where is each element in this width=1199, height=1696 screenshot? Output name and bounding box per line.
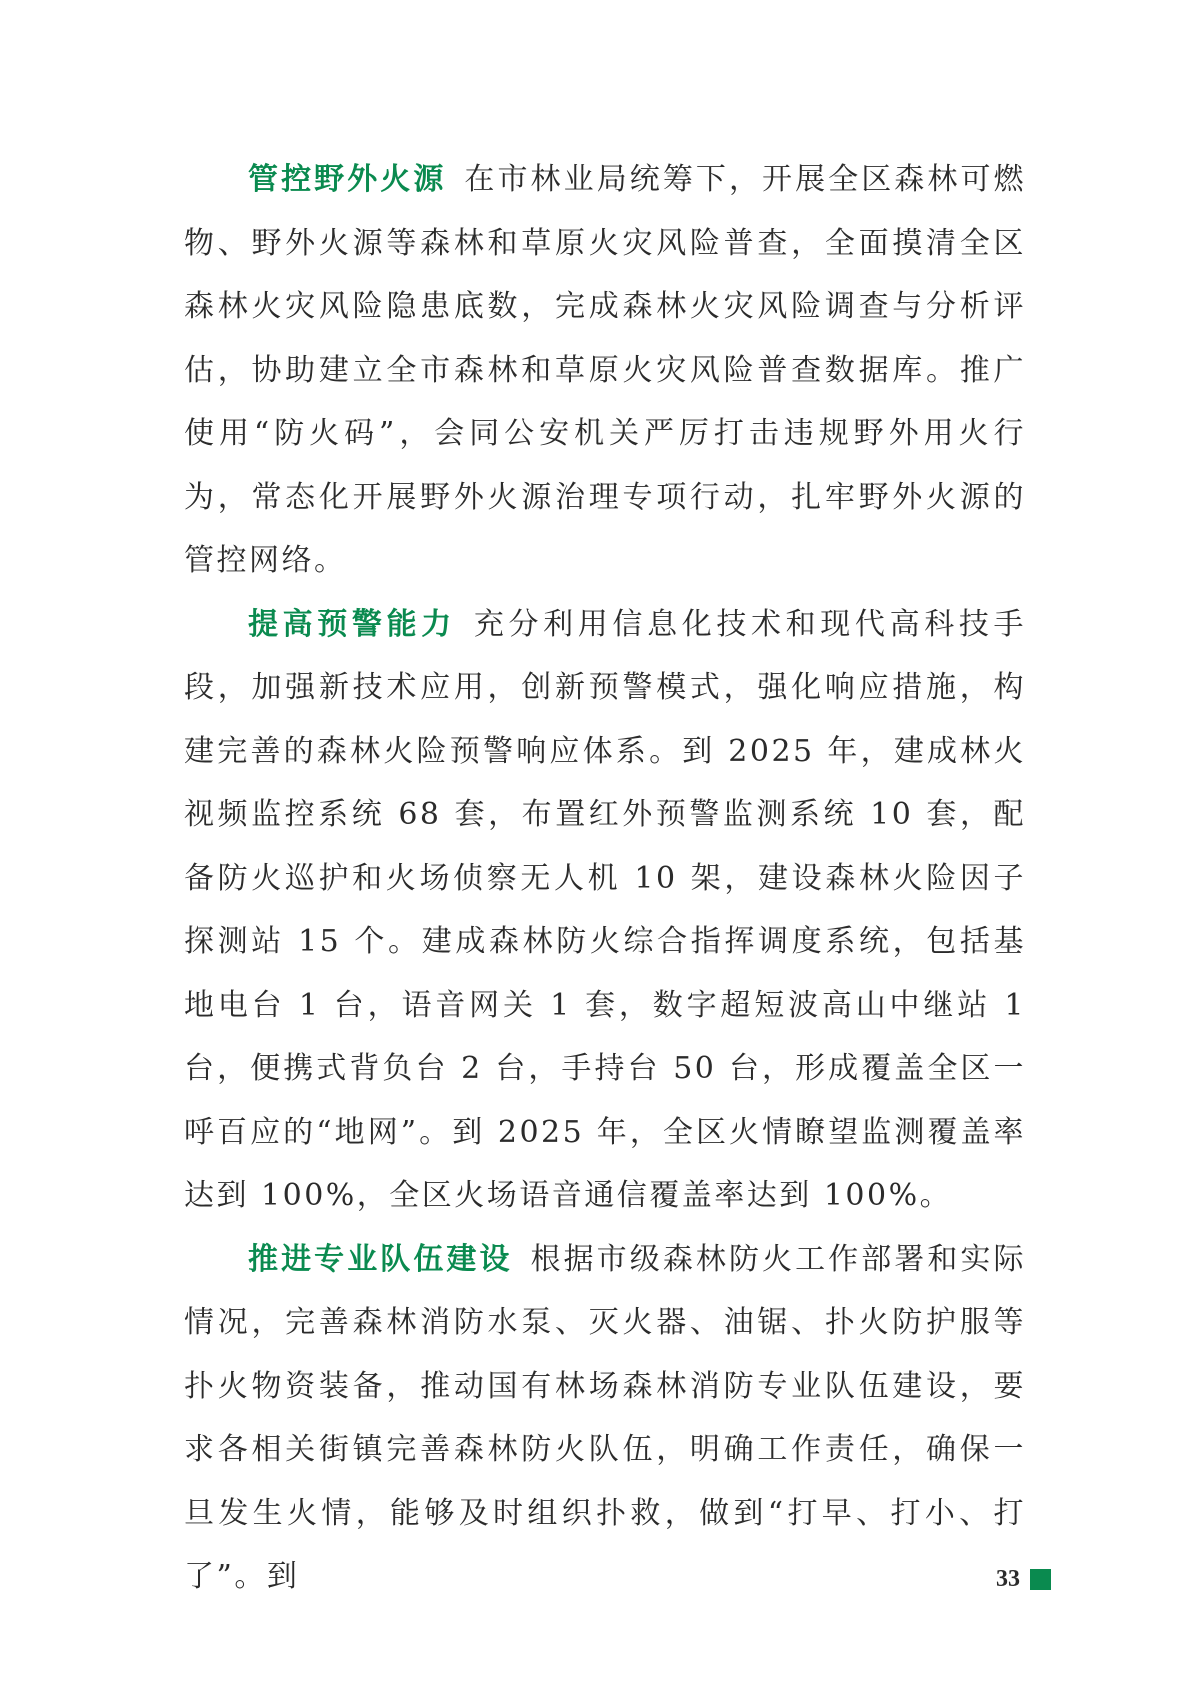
paragraph-heading: 提高预警能力 — [248, 606, 456, 642]
page-marker-square — [1030, 1569, 1051, 1590]
paragraph-early-warning — [184, 593, 1026, 1228]
paragraph-text: 在市林业局统筹下，开展全区森林可燃物、野外火源等森林和草原火灾风险普查，全面摸清全区森林火灾风险隐患底数，完成森林火灾风险调查与分析评估，协助建立全市森林和草原火灾风险普查数据库。推广使用“防火码”，会同公安机关严厉打击违规野外用火行为，常态化开展野外火源治理专项行动，扎牢野外火源的管控网络。 — [184, 162, 1027, 578]
paragraph-professional-teams — [184, 1228, 1026, 1609]
paragraph-text: 根据市级森林防火工作部署和实际情况，完善森林消防水泵、灭火器、油锯、扑火防护服等扑火物资装备，推动国有林场森林消防专业队伍建设，要求各相关街镇完善森林防火队伍，明确工作责任，确保一旦发生火情，能够及时组织扑救，做到“打早、打小、打了”。到 — [184, 1241, 1027, 1594]
document-body — [184, 148, 1026, 1609]
paragraph-heading: 推进专业队伍建设 — [248, 1241, 513, 1277]
paragraph-wildfire-source-control — [184, 148, 1026, 593]
paragraph-text: 充分利用信息化技术和现代高科技手段，加强新技术应用，创新预警模式，强化响应措施，构建完善的森林火险预警响应体系。到 2025 年，建成林火视频监控系统 68 套，布置红外预警监测系统 10 套，配备防火巡护和火场侦察无人机 10 架，建设森林火险因子探测站 15 个。建成森林防火综合指挥调度系统，包括基地电台 1 台，语音网关 1 套，数字超短波高山中继站 1 台，便携式背负台 2 台，手持台 50 台，形成覆盖全区一呼百应的“地网”。到 2025 年，全区火情瞭望监测覆盖率达到 100%，全区火场语音通信覆盖率达到 100%。 — [184, 606, 1027, 1213]
page-footer — [996, 1566, 1051, 1593]
paragraph-heading: 管控野外火源 — [248, 162, 447, 197]
page-number: 33 — [996, 1566, 1020, 1592]
